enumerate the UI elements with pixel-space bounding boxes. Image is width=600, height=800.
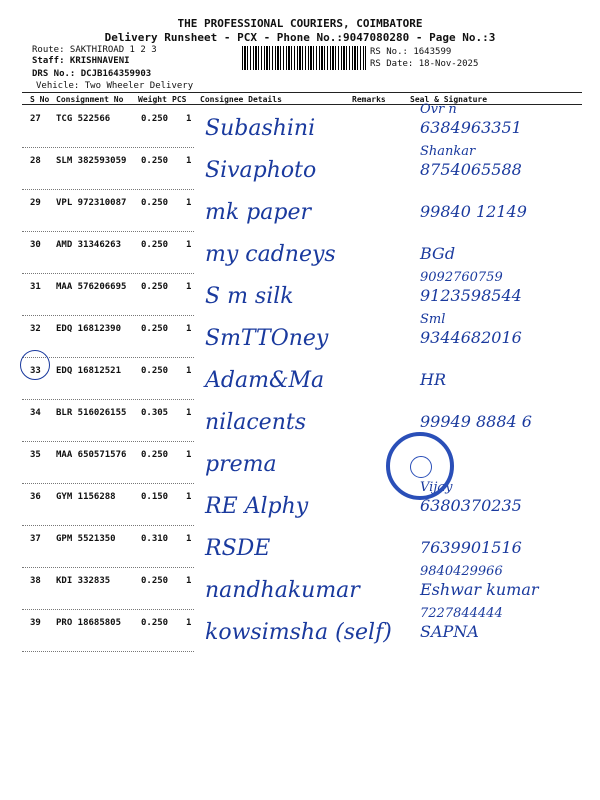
signature-handwriting: 9123598544 [420, 286, 522, 305]
header-rule-bottom [22, 104, 582, 105]
consignee-handwriting: RE Alphy [205, 494, 309, 519]
col-weight: Weight [138, 95, 167, 104]
col-seal: Seal & Signature [410, 95, 488, 104]
signature-handwriting: SAPNA [420, 622, 479, 641]
consignee-handwriting: Sivaphoto [205, 158, 317, 183]
cell-consignment: MAA 576206695 [56, 282, 127, 292]
table-row [0, 480, 600, 526]
cell-pcs: 1 [186, 282, 192, 292]
cell-weight: 0.250 [141, 156, 169, 166]
cell-consignment: EDQ 16812521 [56, 366, 122, 376]
cell-weight: 0.250 [141, 366, 169, 376]
cell-consignment: BLR 516026155 [56, 408, 127, 418]
table-row [0, 564, 600, 610]
cell-sno: 35 [30, 450, 41, 460]
route-label: Route: SAKTHIROAD 1 2 3 [32, 45, 157, 55]
cell-weight: 0.250 [141, 450, 169, 460]
cell-sno: 38 [30, 576, 41, 586]
cell-sno: 30 [30, 240, 41, 250]
cell-weight: 0.250 [141, 324, 169, 334]
cell-sno: 34 [30, 408, 41, 418]
company-stamp [386, 432, 454, 500]
cell-weight: 0.150 [141, 492, 169, 502]
signature-extra-handwriting: 7227844444 [420, 606, 503, 621]
col-consignment: Consignment No [56, 95, 124, 104]
signature-handwriting: 8754065588 [420, 160, 522, 179]
barcode [242, 46, 366, 70]
cell-consignment: TCG 522566 [56, 114, 111, 124]
cell-sno: 31 [30, 282, 41, 292]
table-row [0, 102, 600, 148]
cell-pcs: 1 [186, 618, 192, 628]
consignee-handwriting: RSDE [205, 536, 271, 561]
cell-pcs: 1 [186, 156, 192, 166]
consignee-handwriting: my cadneys [205, 242, 336, 267]
cell-consignment: GPM 5521350 [56, 534, 116, 544]
consignee-handwriting: mk paper [205, 200, 312, 225]
cell-sno: 33 [30, 366, 41, 376]
consignee-handwriting: S m silk [205, 284, 294, 309]
signature-handwriting: 6380370235 [420, 496, 522, 515]
cell-weight: 0.250 [141, 576, 169, 586]
consignee-handwriting: Adam&Ma [205, 368, 325, 393]
runsheet-title: Delivery Runsheet - PCX - Phone No.:9047080280 - Page No.:3 [104, 31, 496, 44]
consignee-handwriting: Subashini [205, 116, 316, 141]
cell-weight: 0.250 [141, 240, 169, 250]
signature-extra-handwriting: Vijay [420, 480, 453, 495]
table-row [0, 606, 600, 652]
drs-number: DRS No.: DCJB164359903 [32, 69, 152, 79]
cell-pcs: 1 [186, 576, 192, 586]
cell-consignment: VPL 972310087 [56, 198, 127, 208]
consignee-handwriting: kowsimsha (self) [205, 620, 392, 645]
signature-extra-handwriting: Ovr n [420, 102, 457, 117]
signature-handwriting: BGd [420, 244, 456, 263]
signature-handwriting: Eshwar kumar [420, 580, 539, 599]
header-rule-top [22, 92, 582, 93]
cell-weight: 0.250 [141, 282, 169, 292]
cell-consignment: AMD 31346263 [56, 240, 122, 250]
cell-consignment: KDI 332835 [56, 576, 111, 586]
consignee-handwriting: nilacents [205, 410, 306, 435]
signature-handwriting: 99949 8884 6 [420, 412, 532, 431]
table-row [0, 232, 600, 274]
rs-date: RS Date: 18-Nov-2025 [370, 59, 479, 69]
cell-weight: 0.250 [141, 198, 169, 208]
cell-pcs: 1 [186, 492, 192, 502]
cell-sno: 27 [30, 114, 41, 124]
cell-sno: 37 [30, 534, 41, 544]
cell-sno: 36 [30, 492, 41, 502]
vehicle-label: Vehicle: Two Wheeler Delivery [36, 81, 194, 91]
table-row [0, 526, 600, 568]
cell-pcs: 1 [186, 534, 192, 544]
consignee-handwriting: SmTTOney [205, 326, 329, 351]
cell-consignment: EDQ 16812390 [56, 324, 122, 334]
signature-handwriting: 99840 12149 [420, 202, 527, 221]
table-row [0, 312, 600, 358]
signature-extra-handwriting: 9840429966 [420, 564, 503, 579]
cell-consignment: GYM 1156288 [56, 492, 116, 502]
table-row [0, 400, 600, 442]
staff-label: Staff: KRISHNAVENI [32, 56, 130, 66]
col-pcs: PCS [172, 95, 187, 104]
rs-number: RS No.: 1643599 [370, 47, 452, 57]
signature-handwriting: 9344682016 [420, 328, 522, 347]
cell-sno: 32 [30, 324, 41, 334]
cell-pcs: 1 [186, 408, 192, 418]
col-sno: S No [30, 95, 50, 104]
cell-pcs: 1 [186, 450, 192, 460]
cell-sno: 28 [30, 156, 41, 166]
cell-pcs: 1 [186, 366, 192, 376]
table-row [0, 190, 600, 232]
company-name: THE PROFESSIONAL COURIERS, COIMBATORE [177, 17, 423, 30]
col-remarks: Remarks [352, 95, 386, 104]
signature-handwriting: 7639901516 [420, 538, 522, 557]
table-row [0, 270, 600, 316]
consignee-handwriting: prema [205, 452, 277, 477]
cell-consignment: PRO 18685805 [56, 618, 122, 628]
cell-pcs: 1 [186, 114, 192, 124]
cell-consignment: SLM 382593059 [56, 156, 127, 166]
signature-extra-handwriting: Shankar [420, 144, 476, 159]
stamp-inner-ring [410, 456, 432, 478]
table-row [0, 144, 600, 190]
row-33-circle-mark [20, 350, 50, 380]
cell-sno: 39 [30, 618, 41, 628]
signature-handwriting: HR [420, 370, 446, 389]
signature-extra-handwriting: 9092760759 [420, 270, 503, 285]
cell-pcs: 1 [186, 240, 192, 250]
cell-weight: 0.305 [141, 408, 169, 418]
cell-pcs: 1 [186, 198, 192, 208]
table-row [0, 442, 600, 484]
row-divider [22, 651, 194, 652]
cell-pcs: 1 [186, 324, 192, 334]
cell-weight: 0.250 [141, 114, 169, 124]
col-consignee: Consignee Details [200, 95, 282, 104]
table-row [0, 358, 600, 400]
cell-weight: 0.250 [141, 618, 169, 628]
cell-consignment: MAA 650571576 [56, 450, 127, 460]
consignee-handwriting: nandhakumar [205, 578, 360, 603]
signature-handwriting: 6384963351 [420, 118, 522, 137]
cell-weight: 0.310 [141, 534, 169, 544]
signature-extra-handwriting: Sml [420, 312, 446, 327]
cell-sno: 29 [30, 198, 41, 208]
